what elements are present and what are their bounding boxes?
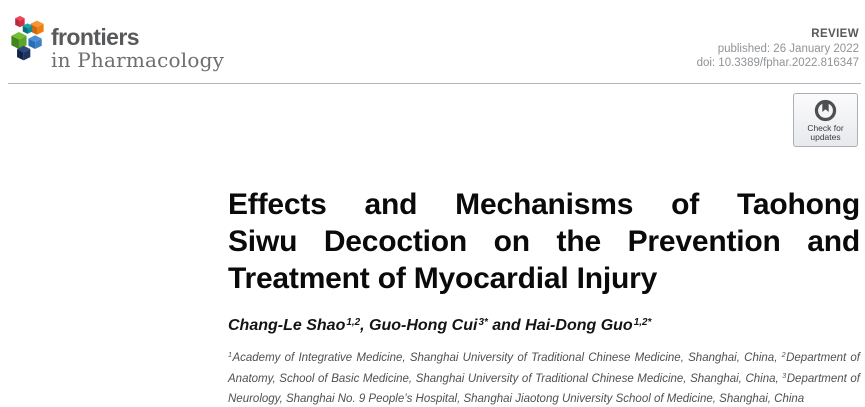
author-superscript: 1,2* [633,317,652,329]
author-separator: and [487,317,526,334]
author-separator: , [360,317,370,334]
header-divider [8,83,861,84]
affiliation-superscript: 2 [781,351,786,360]
title-line: Effects and Mechanisms of Taohong [228,188,860,221]
journal-subtitle: in Pharmacology [51,48,225,72]
affiliation-superscript: 1 [228,351,232,360]
author-superscript: 1,2 [346,317,361,329]
author-name: Guo-Hong Cui [369,317,478,334]
cube-blue [28,35,41,49]
header-meta [697,28,859,69]
crossmark-icon [813,98,838,123]
cube-red [15,16,24,27]
title-line: Treatment of Myocardial Injury [228,262,658,295]
affiliation-text: Department of Anatomy, School of Basic Medicine, Shanghai University of Traditional Chinese Medicine, Shanghai, China, [228,352,860,385]
affiliations [228,349,860,407]
article-title [228,186,860,297]
journal-wordmark [51,25,224,71]
doi-text: doi: 10.3389/fphar.2022.816347 [696,57,859,69]
affiliation-superscript: 3 [782,371,787,380]
author-superscript: 3* [478,317,488,329]
affiliation-text: Department of Neurology, Shanghai No. 9 People’s Hospital, Shanghai Jiaotong University School of Medicine, Shanghai, China [228,372,861,405]
cube-orange [30,21,43,35]
affiliation-text: Academy of Integrative Medicine, Shanghai University of Traditional Chinese Medicine, Shanghai, China, [232,352,782,364]
authors-line [228,317,860,335]
journal-name: frontiers [51,24,139,50]
author-name: Chang-Le Shao [228,317,346,334]
check-updates-label: Check for updates [807,122,844,142]
published-date: published: 26 January 2022 [717,42,859,55]
article-head [228,186,860,407]
author-name: Hai-Dong Guo [525,317,633,334]
frontiers-logo-icon [9,13,46,68]
check-updates-badge[interactable] [793,93,858,147]
article-type-label: REVIEW [811,28,859,40]
title-line: Siwu Decoction on the Prevention and [228,225,860,258]
